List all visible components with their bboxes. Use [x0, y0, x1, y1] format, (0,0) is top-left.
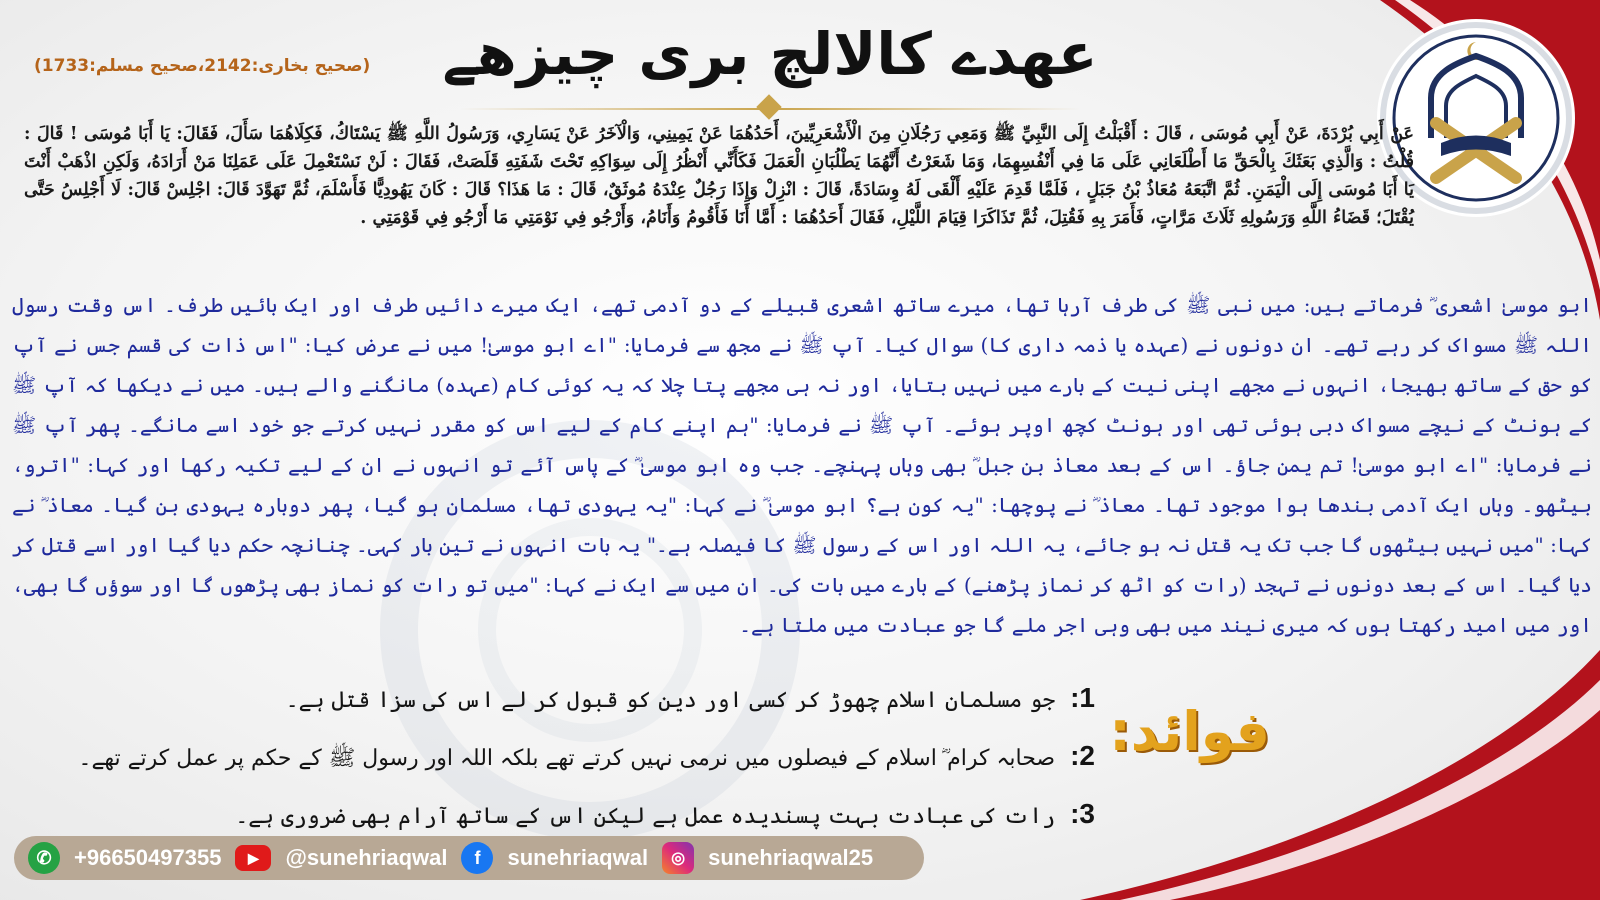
hadith-reference: (صحیح بخاری:2142،صحیح مسلم:1733) [34, 56, 371, 76]
benefit-number: 2: [1070, 740, 1095, 771]
benefit-number: 1: [1070, 682, 1095, 713]
whatsapp-icon[interactable]: ✆ [28, 842, 60, 874]
instagram-icon[interactable]: ◎ [662, 842, 694, 874]
social-footer [14, 836, 924, 880]
benefit-text: جو مسلمان اسلام چھوڑ کر کسی اور دین کو قبول کر لے اس کی سزا قتل ہے۔ [285, 688, 1056, 713]
arabic-hadith-text: عَنْ أَبِي بُرْدَةَ، عَنْ أَبِي مُوسَى ، قَالَ : أَقْبَلْتُ إِلَى النَّبِيِّ ﷺ وَمَعِي رَجُلَانِ مِنَ الْأَشْعَرِيِّينَ، أَحَدُهُمَا عَنْ يَمِينِي، وَالْآخَرُ عَنْ يَسَارِي، وَرَسُولُ اللَّهِ ﷺ يَسْتَاكُ، فَكِلَاهُمَا سَأَلَ، فَقَالَ: يَا أَبَا مُوسَى ! قَالَ : قُلْتُ : وَالَّذِي بَعَثَكَ بِالْحَقِّ مَا أَطْلَعَانِي عَلَى مَا فِي أَنْفُسِهِمَا، وَمَا شَعَرْتُ أَنَّهُمَا يَطْلُبَانِ الْعَمَلَ فَكَأَنِّي أَنْظُرُ إِلَى سِوَاكِهِ تَحْتَ شَفَتِهِ قَلَصَتْ، فَقَالَ : لَنْ نَسْتَعْمِلَ عَلَى عَمَلِنَا مَنْ أَرَادَهُ، وَلَكِنِ اذْهَبْ أَنْتَ يَا أَبَا مُوسَى إِلَى الْيَمَنِ. ثُمَّ اتَّبَعَهُ مُعَاذُ بْنُ جَبَلٍ ، فَلَمَّا قَدِمَ عَلَيْهِ أَلْقَى لَهُ وِسَادَةً، قَالَ : انْزِلْ وَإِذَا رَجُلٌ عِنْدَهُ مُوثَقٌ، قَالَ : مَا هَذَا؟ قَالَ : كَانَ يَهُودِيًّا فَأَسْلَمَ، ثُمَّ تَهَوَّدَ قَالَ: اجْلِسْ قَالَ: لَا أَجْلِسُ حَتَّى يُقْتَلَ؛ قَضَاءُ اللَّهِ وَرَسُولِهِ ثَلَاثَ مَرَّاتٍ، فَأَمَرَ بِهِ فَقُتِلَ، ثُمَّ تَذَاكَرَا قِيَامَ اللَّيْلِ، فَقَالَ أَحَدُهُمَا : أَمَّا أَنَا فَأَقُومُ وَأَنَامُ، وَأَرْجُو فِي نَوْمَتِي مَا أَرْجُو فِي قَوْمَتِي . [24, 124, 1414, 228]
phone-number[interactable]: +96650497355 [74, 845, 222, 870]
youtube-icon[interactable]: ▶ [235, 845, 271, 871]
benefit-text: صحابہ کرام ؓ اسلام کے فیصلوں میں نرمی نہیں کرتے تھے بلکہ اللہ اور رسول ﷺ کے حکم پر عمل کرتے تھے۔ [78, 746, 1056, 771]
youtube-handle[interactable]: @sunehriaqwal [285, 845, 448, 870]
benefit-1 [286, 682, 1095, 714]
fawaid-heading: فوائد: [1109, 700, 1270, 763]
benefit-text: رات کی عبادت بہت پسندیدہ عمل ہے لیکن اس کے ساتھ آرام بھی ضروری ہے۔ [235, 804, 1056, 829]
instagram-handle[interactable]: sunehriaqwal25 [708, 845, 874, 870]
benefit-3 [235, 798, 1095, 830]
urdu-translation: ابو موسیٰ اشعری ؓ فرماتے ہیں: میں نبی ﷺ کی طرف آرہا تھا، میرے ساتھ اشعری قبیلے کے دو آدمی تھے، ایک میرے دائیں طرف اور ایک بائیں طرف۔ اس وقت رسول اللہ ﷺ مسواک کر رہے تھے۔ ان دونوں نے (عہدہ یا ذمہ داری کا) سوال کیا۔ آپ ﷺ نے مجھ سے فرمایا: "اے ابو موسیٰ! میں نے عرض کیا: "اس ذات کی قسم جس نے آپ کو حق کے ساتھ بھیجا، انہوں نے مجھے اپنی نیت کے بارے میں نہیں بتایا، اور نہ ہی مجھے پتا چلا کہ یہ کوئی کام (عہدہ) مانگنے والے ہیں۔ میں نے دیکھا کہ آپ ﷺ کے ہونٹ کے نیچے مسواک دبی ہوئی تھی اور ہونٹ کچھ اوپر ہوئے۔ آپ ﷺ نے فرمایا: "ہم اپنے کام کے لیے اس کو مقرر نہیں کرتے جو خود اسے مانگے۔ پھر آپ ﷺ نے فرمایا: "اے ابو موسیٰ! تم یمن جاؤ۔ اس کے بعد معاذ بن جبل ؓ بھی وہاں پہنچے۔ جب وہ ابو موسیٰ ؓ کے پاس آئے تو انہوں نے ان کے لیے تکیہ رکھا اور کہا: "اترو، بیٹھو۔ وہاں ایک آدمی بندھا ہوا موجود تھا۔ معاذ ؓ نے پوچھا: "یہ کون ہے؟ ابو موسیٰ ؓ نے کہا: "یہ یہودی تھا، مسلمان ہو گیا، پھر دوبارہ یہودی بن گیا۔ معاذ ؓ نے کہا: "میں نہیں بیٹھوں گا جب تک یہ قتل نہ ہو جائے، یہ اللہ اور اس کے رسول ﷺ کا فیصلہ ہے۔" یہ بات انہوں نے تین بار کہی۔ چنانچہ حکم دیا گیا اور اسے قتل کر دیا گیا۔ اس کے بعد دونوں نے تہجد (رات کو اٹھ کر نماز پڑھنے) کے بارے میں بات کی۔ ان میں سے ایک نے کہا: "میں تو رات کو نماز بھی پڑھوں گا اور سوؤں گا بھی، اور میں امید رکھتا ہوں کہ میری نیند میں بھی وہی اجر ملے گا جو عبادت میں ملتا ہے۔ [12, 293, 1592, 637]
benefit-number: 3: [1070, 798, 1095, 829]
bottom-right-red-swoosh [1080, 640, 1600, 900]
page-title: عھدے کالالچ بری چیزھے [442, 20, 1098, 88]
facebook-handle[interactable]: sunehriaqwal [507, 845, 649, 870]
facebook-icon[interactable]: f [461, 842, 493, 874]
benefit-2 [79, 740, 1095, 776]
